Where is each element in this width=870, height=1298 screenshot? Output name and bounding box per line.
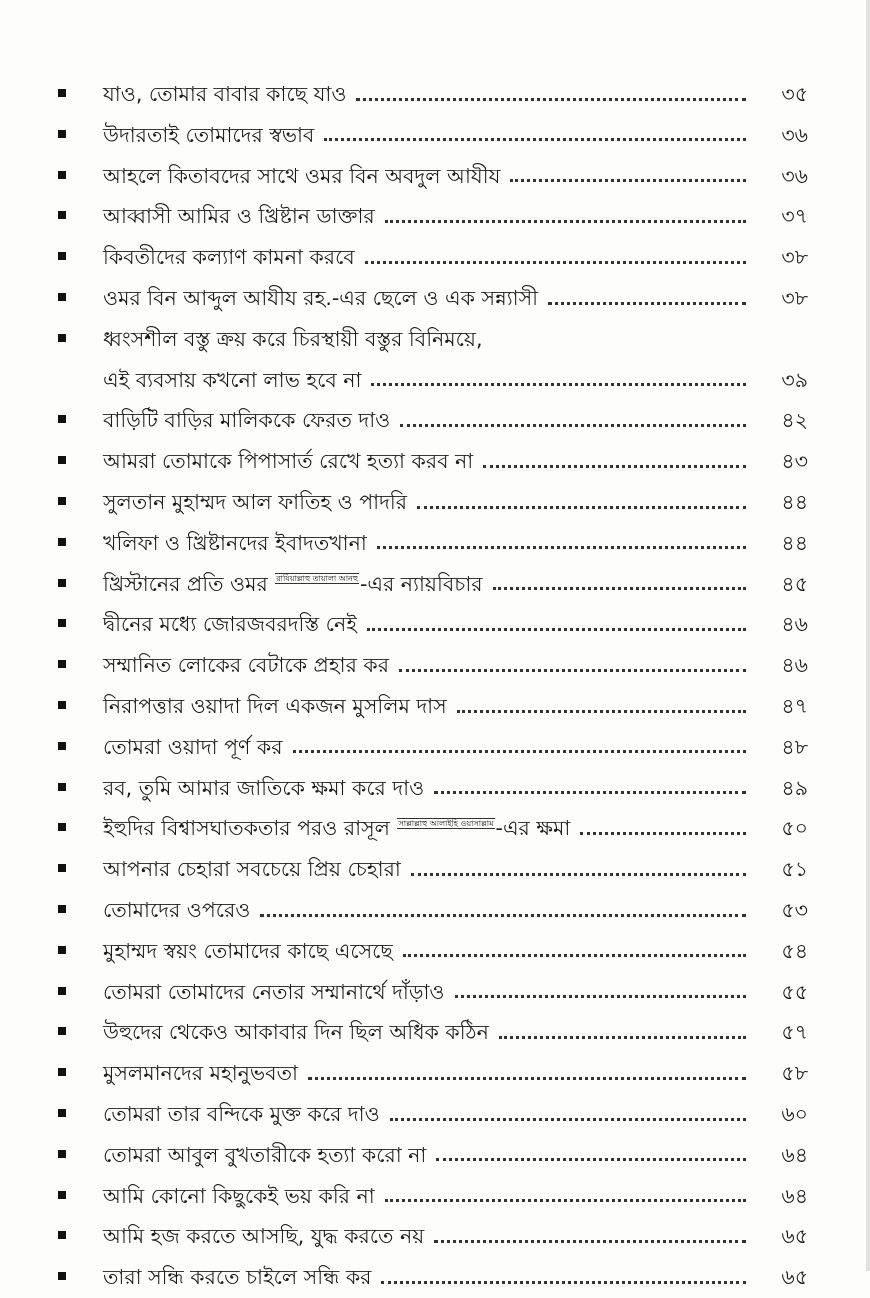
toc-entry[interactable] (58, 1135, 808, 1176)
bullet-icon (58, 619, 66, 627)
entry-title: নিরাপত্তার ওয়াদা দিল একজন মুসলিম দাস (103, 693, 447, 718)
dot-leader (385, 207, 746, 228)
entry-line-2 (58, 360, 808, 401)
bullet-icon (58, 415, 66, 423)
bullet-icon (58, 1150, 66, 1158)
bullet-icon (58, 497, 66, 505)
entry-title: মুসলমানদের মহানুভবতা (103, 1061, 298, 1086)
bullet-icon (58, 538, 66, 546)
page-number: ৬৫ (781, 1224, 808, 1249)
page-number: ৩৮ (781, 285, 808, 310)
toc-entry[interactable] (58, 196, 808, 237)
toc-entry[interactable] (58, 1053, 808, 1094)
bullet-icon (58, 701, 66, 709)
entry-title: তোমরা তোমাদের নেতার সম্মানার্থে দাঁড়াও (103, 979, 445, 1004)
page-number: ৪৬ (781, 653, 808, 678)
toc-entry[interactable] (58, 686, 808, 727)
entry-title (103, 564, 483, 605)
dot-leader (260, 900, 746, 921)
entry-title-before: খ্রিস্টানের প্রতি ওমর (103, 571, 268, 596)
dot-leader (499, 1022, 746, 1043)
dot-leader (417, 492, 746, 513)
entry-title: খলিফা ও খ্রিষ্টানদের ইবাদতখানা (103, 530, 367, 555)
bullet-icon (58, 864, 66, 872)
bullet-icon (58, 456, 66, 464)
dot-leader (293, 737, 746, 758)
page-number: ৫৭ (781, 1020, 808, 1045)
bullet-icon (58, 171, 66, 179)
toc-entry[interactable] (58, 645, 808, 686)
bullet-icon (58, 823, 66, 831)
page-number: ৪৪ (781, 489, 808, 514)
entry-title: মুহাম্মদ স্বয়ং তোমাদের কাছে এসেছে (103, 938, 393, 963)
dot-leader (411, 859, 746, 880)
entry-title (103, 808, 570, 849)
bullet-icon (58, 334, 66, 342)
bullet-icon (58, 89, 66, 97)
entry-title: তোমরা তার বন্দিকে মুক্ত করে দাও (103, 1101, 380, 1126)
entry-title: তোমাদের ওপরেও (103, 897, 251, 922)
bullet-icon (58, 579, 66, 587)
bullet-icon (58, 946, 66, 954)
bullet-icon (58, 987, 66, 995)
entry-title: দ্বীনের মধ্যে জোরজবরদস্তি নেই (103, 612, 357, 637)
bullet-icon (58, 742, 66, 750)
page-edge (866, 0, 870, 1271)
toc-entry[interactable] (58, 1012, 808, 1053)
dot-leader (580, 818, 746, 839)
entry-title-after: -এর ন্যায়বিচার (360, 571, 483, 596)
page-number: ৪৮ (781, 734, 808, 759)
bullet-icon (58, 1068, 66, 1076)
dot-leader (400, 411, 746, 432)
entry-title: উহুদের থেকেও আকাবার দিন ছিল অধিক কঠিন (103, 1020, 489, 1045)
dot-leader (324, 125, 746, 146)
page-number: ৩৭ (781, 204, 808, 229)
entry-title: তোমরা আবুল বুখতারীকে হত্যা করো না (103, 1142, 427, 1167)
toc-entry[interactable] (58, 1257, 808, 1298)
toc-entry[interactable] (58, 768, 808, 809)
toc-entry[interactable] (58, 237, 808, 278)
entry-title: কিবতীদের কল্যাণ কামনা করবে (103, 245, 355, 270)
bullet-icon (58, 1027, 66, 1035)
toc-entry[interactable] (58, 441, 808, 482)
page-number: ৫১ (781, 857, 808, 882)
toc-entry[interactable] (58, 319, 808, 401)
page-number: ৪২ (781, 408, 808, 433)
entry-title-before: ইহুদির বিশ্বাসঘাতকতার পরও রাসূল (103, 816, 390, 841)
entry-title: আমি কোনো কিছুকেই ভয় করি না (103, 1183, 375, 1208)
dot-leader (381, 1267, 746, 1288)
entry-title: আহলে কিতাবদের সাথে ওমর বিন অবদুল আযীয (103, 163, 501, 188)
bullet-icon (58, 660, 66, 668)
honorific-glyph: সাল্লাল্লাহু আলাইহি ওয়াসাল্লাম (398, 818, 494, 828)
dot-leader (371, 370, 746, 391)
toc-entry[interactable] (58, 523, 808, 564)
entry-title: তারা সন্ধি করতে চাইলে সন্ধি কর (103, 1265, 372, 1290)
dot-leader (390, 1104, 746, 1125)
page-number: ৬০ (781, 1101, 808, 1126)
page-number: ৪৩ (781, 449, 808, 474)
bullet-icon (58, 130, 66, 138)
page-number: ৫৮ (781, 1061, 808, 1086)
bullet-icon (58, 905, 66, 913)
page-number: ৩৬ (781, 163, 808, 188)
entry-line-1 (58, 319, 808, 360)
entry-title: সুলতান মুহাম্মদ আল ফাতিহ ও পাদরি (103, 489, 408, 514)
dot-leader (377, 533, 746, 554)
entry-title: তোমরা ওয়াদা পূর্ণ কর (103, 734, 283, 759)
table-of-contents (58, 74, 808, 1298)
entry-title: বাড়িটি বাড়ির মালিককে ফেরত দাও (103, 408, 391, 433)
entry-title: রব, তুমি আমার জাতিকে ক্ষমা করে দাও (103, 775, 425, 800)
entry-title: সম্মানিত লোকের বেটাকে প্রহার কর (103, 653, 389, 678)
honorific-glyph: রাযিয়াল্লাহু তায়ালা আনহু (276, 574, 358, 584)
dot-leader (455, 982, 746, 1003)
entry-title: উদারতাই তোমাদের স্বভাব (103, 122, 315, 147)
toc-entry[interactable] (58, 727, 808, 768)
entry-title: আমি হজ করতে আসছি, যুদ্ধ করতে নয় (103, 1224, 425, 1249)
dot-leader (457, 696, 746, 717)
toc-entry[interactable] (58, 564, 808, 605)
page-number: ৫৩ (781, 897, 808, 922)
dot-leader (493, 574, 746, 595)
toc-entry[interactable] (58, 278, 808, 319)
toc-entry[interactable] (58, 1176, 808, 1217)
toc-entry[interactable] (58, 156, 808, 197)
toc-entry[interactable] (58, 972, 808, 1013)
dot-leader (385, 1186, 746, 1207)
page-number: ৬৪ (781, 1142, 808, 1167)
entry-title: আমরা তোমাকে পিপাসার্ত রেখে হত্যা করব না (103, 449, 474, 474)
bullet-icon (58, 252, 66, 260)
toc-entry[interactable] (58, 931, 808, 972)
toc-entry[interactable] (58, 400, 808, 441)
page-number: ৪৭ (781, 693, 808, 718)
bullet-icon (58, 1191, 66, 1199)
dot-leader (367, 615, 746, 636)
toc-entry[interactable] (58, 808, 808, 849)
dot-leader (434, 778, 746, 799)
bullet-icon (58, 783, 66, 791)
bullet-icon (58, 211, 66, 219)
dot-leader (399, 655, 746, 676)
dot-leader (403, 941, 746, 962)
dot-leader (356, 84, 746, 105)
page-number: ৪৬ (781, 612, 808, 637)
dot-leader (483, 451, 746, 472)
entry-title-line-1: ধ্বংসশীল বস্তু ক্রয় করে চিরস্থায়ী বস্তুর বিনিময়ে, (103, 326, 483, 351)
page-number: ৫৪ (781, 938, 808, 963)
dot-leader (308, 1063, 746, 1084)
page-number: ৩৮ (781, 245, 808, 270)
dot-leader (365, 247, 746, 268)
toc-entry[interactable] (58, 1094, 808, 1135)
entry-title: আব্বাসী আমির ও খ্রিষ্টান ডাক্তার (103, 204, 375, 229)
entry-title-after: -এর ক্ষমা (495, 816, 571, 841)
page-number: ৪৯ (781, 775, 808, 800)
toc-entry[interactable] (58, 890, 808, 931)
entry-title-line-2: এই ব্যবসায় কখনো লাভ হবে না (103, 367, 362, 392)
toc-entry[interactable] (58, 74, 808, 115)
bullet-icon (58, 1231, 66, 1239)
bullet-icon (58, 293, 66, 301)
dot-leader (436, 1145, 746, 1166)
entry-title: ওমর বিন আব্দুল আযীয রহ.-এর ছেলে ও এক সন্ন্যাসী (103, 285, 539, 310)
page-number: ৩৯ (781, 367, 808, 392)
entry-title: আপনার চেহারা সবচেয়ে প্রিয় চেহারা (103, 857, 401, 882)
page-number: ৩৬ (781, 122, 808, 147)
page-number: ৪৪ (781, 530, 808, 555)
entry-title: যাও, তোমার বাবার কাছে যাও (103, 82, 347, 106)
dot-leader (434, 1226, 746, 1247)
dot-leader (510, 166, 746, 187)
toc-entry[interactable] (58, 1216, 808, 1257)
toc-entry[interactable] (58, 604, 808, 645)
page-number: ৫০ (781, 816, 808, 841)
page-number: ৪৫ (781, 571, 808, 596)
toc-entry[interactable] (58, 482, 808, 523)
page-number: ৩৫ (781, 82, 808, 106)
bullet-icon (58, 1109, 66, 1117)
toc-entry[interactable] (58, 849, 808, 890)
page-number: ৬৫ (781, 1265, 808, 1290)
page-number: ৬৪ (781, 1183, 808, 1208)
bullet-icon (58, 1272, 66, 1280)
toc-entry[interactable] (58, 115, 808, 156)
dot-leader (548, 288, 746, 309)
page-number: ৫৫ (781, 979, 808, 1004)
